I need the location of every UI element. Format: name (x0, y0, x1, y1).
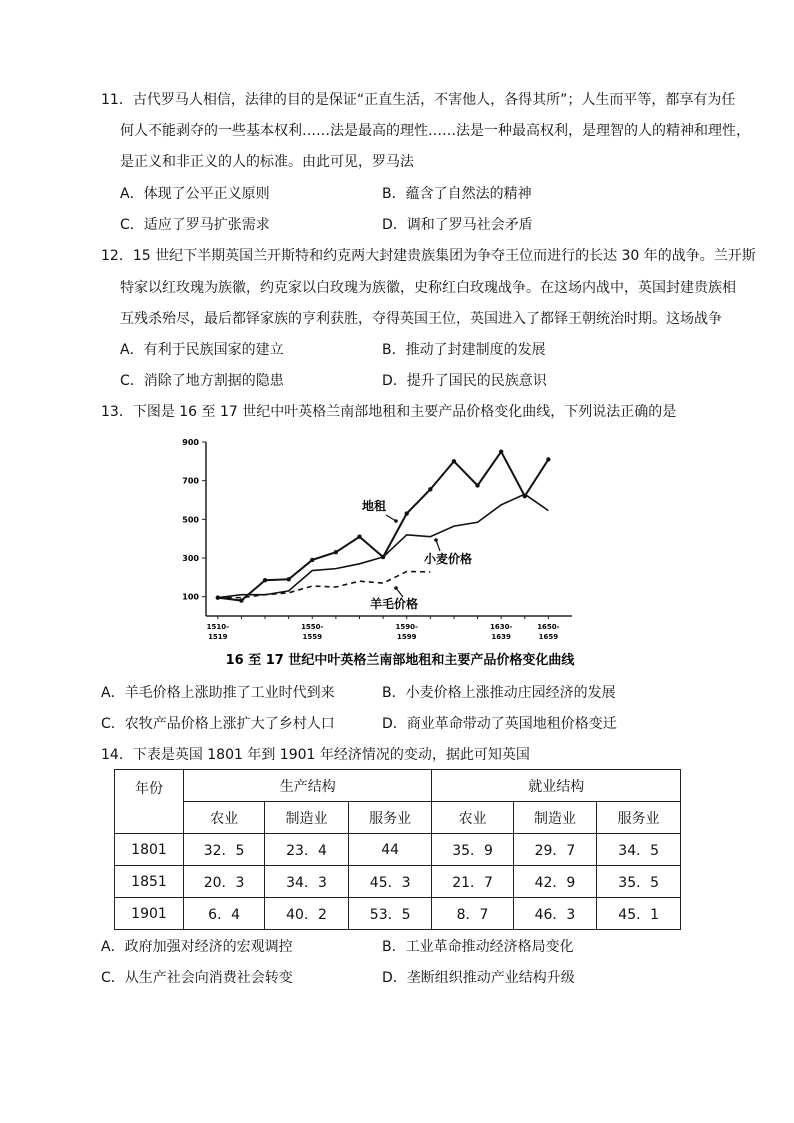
table-subheader: 农业 (432, 802, 513, 834)
q12-option-b[interactable]: B．推动了封建制度的发展 (382, 342, 546, 358)
table-row (115, 898, 681, 930)
table-cell: 34．5 (597, 834, 681, 866)
y-tick-label: 500 (182, 515, 199, 525)
q13-option-d[interactable]: D．商业革命带动了英国地租价格变迁 (382, 716, 617, 732)
y-tick-label: 900 (182, 438, 199, 447)
series-label-1: 小麦价格 (424, 552, 473, 566)
q11-option-a[interactable]: A．体现了公平正义原则 (120, 186, 270, 202)
q14-option-b[interactable]: B．工业革命推动经济格局变化 (382, 939, 574, 955)
data-point (286, 577, 290, 581)
table-cell: 20．3 (184, 866, 265, 898)
q11-stem-line-2: 何人不能剥夺的一些基本权利……法是最高的理性……法是一种最高权利，是理智的人的精神和理性， (120, 123, 750, 139)
series-label-2: 羊毛价格 (370, 597, 419, 611)
table-cell: 40．2 (265, 898, 349, 930)
table-cell: 6．4 (184, 898, 265, 930)
x-tick-label: 1590- (395, 623, 418, 631)
series-label-0: 地租 (362, 499, 387, 513)
table-subheader: 制造业 (513, 802, 597, 834)
q14-option-a[interactable]: A．政府加强对经济的宏观调控 (101, 939, 293, 955)
table-row (115, 834, 681, 866)
table-cell: 1801 (115, 834, 184, 866)
table-cell: 44 (348, 834, 432, 866)
x-tick-label: 1659 (538, 633, 559, 641)
q11-stem-line-1: 11．古代罗马人相信，法律的目的是保证“正直生活，不害他人，各得其所”；人生而平等，都享有为任 (101, 92, 736, 108)
q12-option-a[interactable]: A．有利于民族国家的建立 (120, 342, 284, 358)
x-tick-label: 1559 (302, 633, 323, 641)
q12-stem-line-3: 互残杀殆尽，最后都铎家族的亨利获胜，夺得英国王位，英国进入了都铎王朝统治时期。这场战争 (120, 311, 722, 327)
q14-option-d[interactable]: D．垄断组织推动产业结构升级 (382, 970, 575, 986)
table-subheader: 服务业 (597, 802, 681, 834)
x-tick-label: 1599 (396, 633, 417, 641)
table-subheader: 制造业 (265, 802, 349, 834)
table-cell: 23．4 (265, 834, 349, 866)
data-point (499, 449, 503, 453)
table-header-year: 年份 (115, 770, 184, 834)
table-cell: 29．7 (513, 834, 597, 866)
chart-title: 16 至 17 世纪中叶英格兰南部地租和主要产品价格变化曲线 (225, 653, 575, 668)
q13-option-b[interactable]: B．小麦价格上涨推动庄园经济的发展 (382, 685, 616, 701)
price-rent-chart-svg (170, 436, 630, 672)
q11-stem-line-3: 是正义和非正义的人的标准。由此可见，罗马法 (120, 154, 414, 170)
q14-option-c[interactable]: C．从生产社会向消费社会转变 (101, 970, 293, 986)
table-cell: 45．1 (597, 898, 681, 930)
q14-stem: 14．下表是英国 1801 年到 1901 年经济情况的变动，据此可知英国 (101, 747, 530, 763)
q12-stem-line-1: 12．15 世纪下半期英国兰开斯特和约克两大封建贵族集团为争夺王位而进行的长达 30 年的战争。兰开斯 (101, 248, 756, 264)
data-point (334, 550, 338, 554)
table-cell: 35．9 (432, 834, 513, 866)
table-cell: 32．5 (184, 834, 265, 866)
y-tick-label: 700 (182, 476, 199, 486)
data-point (546, 457, 550, 461)
table-cell: 53．5 (348, 898, 432, 930)
data-point (357, 535, 361, 539)
economy-table (114, 769, 681, 930)
x-tick-label: 1639 (491, 633, 511, 641)
q11-option-b[interactable]: B．蕴含了自然法的精神 (382, 186, 532, 202)
data-point (239, 598, 243, 602)
table-subheader: 服务业 (348, 802, 432, 834)
data-point (405, 511, 409, 515)
price-rent-chart (170, 436, 630, 672)
series-label-arrowhead (394, 519, 398, 523)
y-tick-label: 100 (182, 592, 199, 602)
table-cell: 46．3 (513, 898, 597, 930)
q13-option-a[interactable]: A．羊毛价格上涨助推了工业时代到来 (101, 685, 335, 701)
table-cell: 1851 (115, 866, 184, 898)
data-point (452, 459, 456, 463)
series-label-arrowhead (394, 586, 398, 590)
table-cell: 35．5 (597, 866, 681, 898)
data-point (263, 578, 267, 582)
x-tick-label: 1519 (208, 633, 228, 641)
data-point (475, 483, 479, 487)
table-cell: 8．7 (432, 898, 513, 930)
q11-option-c[interactable]: C．适应了罗马扩张需求 (120, 217, 270, 233)
table-cell: 21．7 (432, 866, 513, 898)
q13-stem: 13．下图是 16 至 17 世纪中叶英格兰南部地租和主要产品价格变化曲线，下列说法正确的是 (101, 404, 677, 420)
table-row (115, 866, 681, 898)
series-line-0 (218, 452, 549, 601)
table-header-production: 生产结构 (184, 770, 432, 802)
table-subheader: 农业 (184, 802, 265, 834)
table-cell: 45．3 (348, 866, 432, 898)
series-label-arrowhead (434, 538, 438, 542)
q12-stem-line-2: 特家以红玫瑰为族徽，约克家以白玫瑰为族徽，史称红白玫瑰战争。在这场内战中，英国封建贵族相 (120, 280, 736, 296)
x-tick-label: 1630- (489, 623, 513, 631)
x-tick-label: 1510- (206, 623, 230, 631)
table-cell: 1901 (115, 898, 184, 930)
table-cell: 34．3 (265, 866, 349, 898)
q13-option-c[interactable]: C．农牧产品价格上涨扩大了乡村人口 (101, 716, 335, 732)
y-tick-label: 300 (182, 554, 199, 563)
data-point (428, 487, 432, 491)
x-tick-label: 1550- (301, 623, 324, 631)
q12-option-d[interactable]: D．提升了国民的民族意识 (382, 373, 547, 389)
x-tick-label: 1650- (537, 623, 560, 631)
q12-option-c[interactable]: C．消除了地方割据的隐患 (120, 373, 284, 389)
data-point (310, 558, 314, 562)
q11-option-d[interactable]: D．调和了罗马社会矛盾 (382, 217, 533, 233)
table-cell: 42．9 (513, 866, 597, 898)
table-header-employment: 就业结构 (432, 770, 681, 802)
